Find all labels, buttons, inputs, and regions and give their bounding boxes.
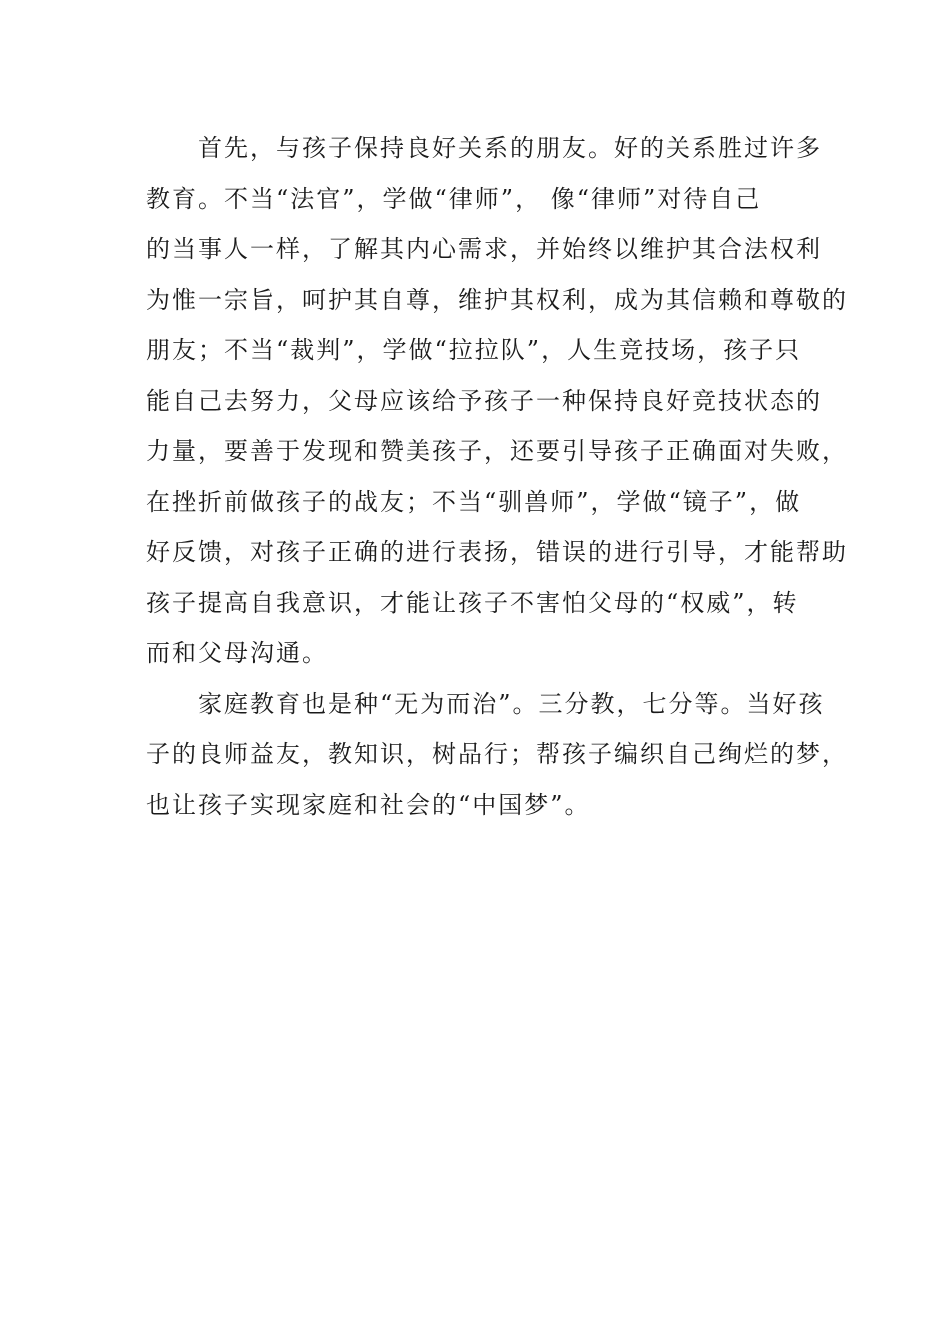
text-line: 朋友；不当“裁判”，学做“拉拉队”，人生竞技场，孩子只 — [146, 336, 802, 364]
text-line: 首先，与孩子保持良好关系的朋友。好的关系胜过许多 — [198, 134, 822, 162]
text-line: 子的良师益友，教知识，树品行；帮孩子编织自己绚烂的梦， — [146, 740, 848, 768]
text-line: 为惟一宗旨，呵护其自尊，维护其权利，成为其信赖和尊敬的 — [146, 285, 848, 314]
text-line: 孩子提高自我意识，才能让孩子不害怕父母的“权威”，转 — [146, 588, 799, 617]
text-line: 能自己去努力，父母应该给予孩子一种保持良好竞技状态的 — [146, 386, 822, 415]
text-line: 在挫折前做孩子的战友；不当“驯兽师”，学做“镜子”，做 — [146, 487, 802, 516]
paragraph-1 — [146, 123, 848, 679]
text-line: 力量，要善于发现和赞美孩子，还要引导孩子正确面对失败， — [146, 437, 848, 465]
text-line: 教育。不当“法官”，学做“律师”， 像“律师”对待自己 — [146, 184, 762, 213]
text-line: 而和父母沟通。 — [146, 639, 328, 667]
text-line: 的当事人一样，了解其内心需求，并始终以维护其合法权利 — [146, 235, 822, 263]
paragraph-2 — [146, 679, 848, 831]
text-line: 也让孩子实现家庭和社会的“中国梦”。 — [146, 790, 591, 819]
text-line: 家庭教育也是种“无为而治”。三分教，七分等。当好孩 — [198, 689, 825, 718]
document-body — [146, 123, 848, 830]
text-line: 好反馈，对孩子正确的进行表扬，错误的进行引导，才能帮助 — [146, 538, 848, 566]
